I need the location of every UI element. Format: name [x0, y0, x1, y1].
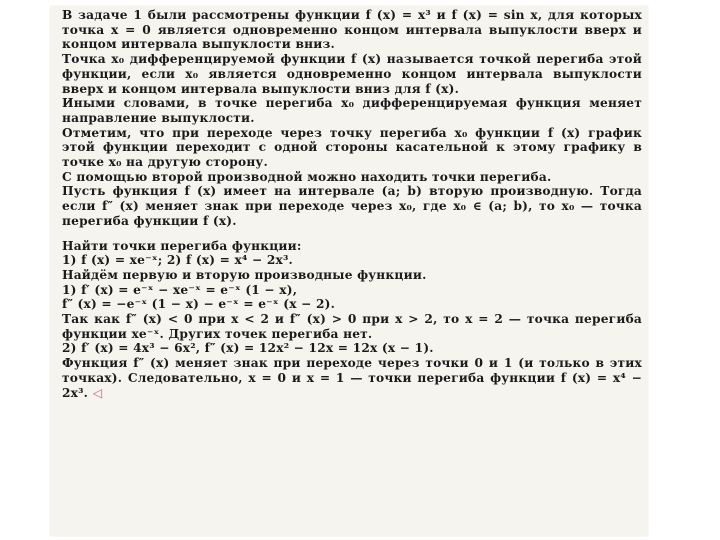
- solution-line-5: 2) f′ (x) = 4x³ − 6x², f″ (x) = 12x² − 12x = 12x (x − 1).: [62, 341, 434, 356]
- definition-paragraph: Точка x₀ дифференцируемой функции f (x) называется точкой перегиба этой функции, если x₀ является одновременно концом интервала выпуклости вверх и концом интервала выпуклости вниз для f (x).: [62, 52, 642, 96]
- solution-line-2: 1) f′ (x) = e⁻ˣ − xe⁻ˣ = e⁻ˣ (1 − x),: [62, 282, 298, 297]
- problem-statement: 1) f (x) = xe⁻ˣ; 2) f (x) = x⁴ − 2x³.: [62, 253, 293, 268]
- theory-paragraph-4: Отметим, что при переходе через точку перегиба x₀ функции f (x) график этой функции переходит с одной стороны касательной к этому графику в точке x₀ на другую сторону.: [62, 125, 642, 170]
- theory-paragraph-5: С помощью второй производной можно находить точки перегиба.: [62, 169, 552, 184]
- solution-line-3: f″ (x) = −e⁻ˣ (1 − x) − e⁻ˣ = e⁻ˣ (x − 2).: [62, 297, 336, 312]
- solution-line-1: Найдём первую и вторую производные функции.: [62, 267, 427, 282]
- theory-paragraph-1: В задаче 1 были рассмотрены функции f (x) = x³ и f (x) = sin x, для которых точка x = 0 является одновременно концом интервала выпуклости вверх и концом интервала выпуклости вниз.: [62, 8, 642, 52]
- textbook-page: [50, 6, 648, 536]
- solution-line-6: [62, 356, 642, 400]
- problem-title: Найти точки перегиба функции:: [62, 238, 302, 253]
- page-text: [62, 8, 642, 400]
- theorem-paragraph: Пусть функция f (x) имеет на интервале (a; b) вторую производную. Тогда если f″ (x) меняет знак при переходе через x₀, где x₀ ∈ (a; b), то x₀ — точка перегиба функции f (x).: [62, 184, 642, 228]
- end-of-solution-icon: ◁: [92, 385, 103, 400]
- section-gap: [62, 229, 642, 239]
- solution-conclusion: Функция f″ (x) меняет знак при переходе через точки 0 и 1 (и только в этих точках). Следовательно, x = 0 и x = 1 — точки перегиба функции f (x) = x⁴ − 2x³.: [62, 356, 642, 400]
- theory-paragraph-3: Иными словами, в точке перегиба x₀ дифференцируемая функция меняет направление выпуклости.: [62, 96, 642, 125]
- solution-line-4: Так как f″ (x) < 0 при x < 2 и f″ (x) > 0 при x > 2, то x = 2 — точка перегиба функции xe⁻ˣ. Других точек перегиба нет.: [62, 312, 642, 341]
